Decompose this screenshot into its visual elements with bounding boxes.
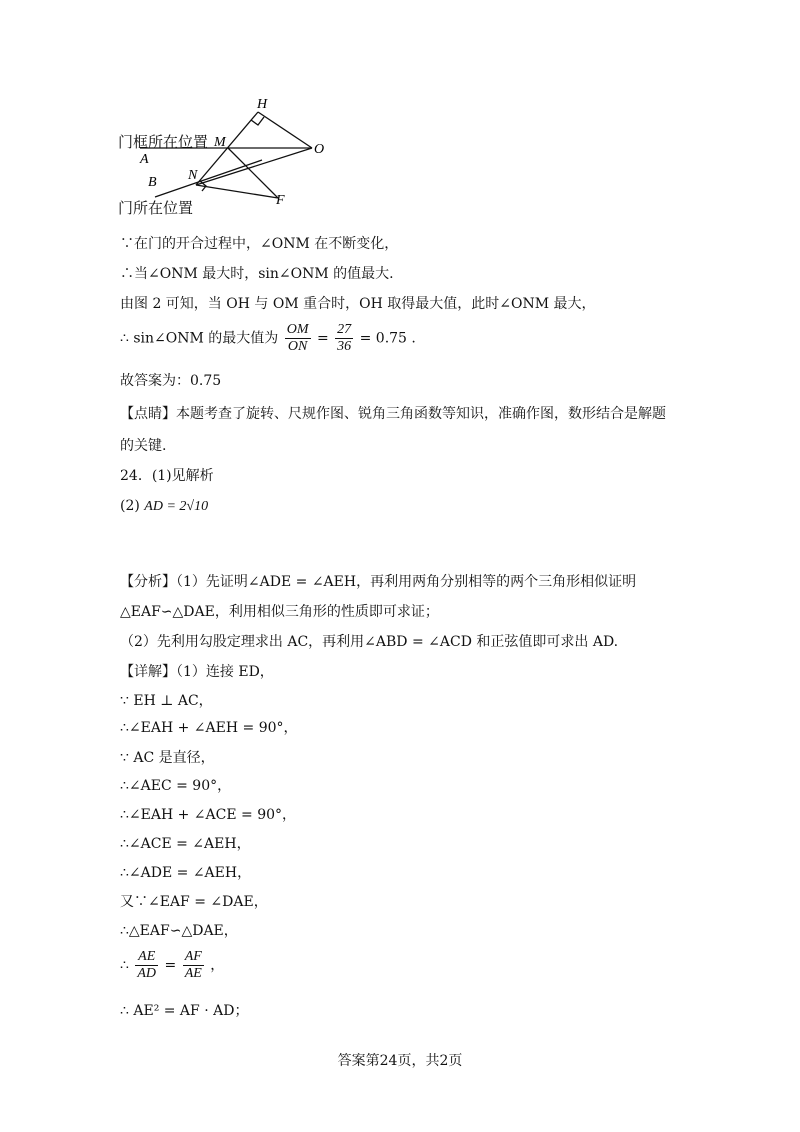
- point-label-b: B: [148, 175, 157, 190]
- text-line-5: 故答案为：0.75: [120, 373, 222, 389]
- text-line-22: ∴△EAF∽△DAE，: [120, 923, 238, 939]
- text-line-2: ∴当∠ONM 最大时，sin∠ONM 的值最大.: [120, 266, 394, 282]
- text-line-8: 24．(1)见解析: [120, 468, 214, 484]
- fraction-numerator: AF: [184, 949, 202, 964]
- part-2-prefix: (2): [120, 498, 140, 514]
- door-position-label: 门所在位置: [118, 199, 194, 217]
- point-label-n: N: [188, 168, 198, 183]
- text-line-21: 又∵∠EAF = ∠DAE，: [120, 894, 268, 910]
- fraction-om-on: [285, 322, 311, 355]
- fraction-denominator: AD: [137, 966, 157, 981]
- fraction-denominator: 36: [337, 339, 352, 354]
- line-4-prefix: ∴ sin∠ONM 的最大值为: [120, 330, 279, 347]
- page-footer: 答案第24页，共2页: [337, 1053, 463, 1069]
- fraction-27-36: [335, 322, 353, 355]
- text-line-12: （2）先利用勾股定理求出 AC，再利用∠ABD = ∠ACD 和正弦值即可求出 AD.: [120, 634, 619, 650]
- text-line-17: ∴∠AEC = 90°，: [120, 778, 232, 794]
- frame-position-label: 门框所在位置: [118, 133, 209, 151]
- text-line-11: △EAF∽△DAE，利用相似三角形的性质即可求证；: [120, 604, 439, 620]
- line-23-suffix: ，: [210, 957, 225, 974]
- fraction-numerator: AE: [135, 949, 158, 966]
- point-label-a: A: [140, 152, 149, 167]
- text-line-20: ∴∠ADE = ∠AEH，: [120, 865, 252, 881]
- text-line-3: 由图 2 可知，当 OH 与 OM 重合时，OH 取得最大值，此时∠ONM 最大，: [120, 296, 596, 312]
- ad-value: AD = 2√10: [144, 499, 209, 514]
- text-line-7: 的关键.: [120, 438, 167, 454]
- fraction-numerator: OM: [286, 322, 309, 337]
- fraction-ae-ad: [135, 949, 158, 982]
- fraction-af-ae: [183, 949, 204, 982]
- equals-sign: =: [316, 330, 329, 347]
- text-line-19: ∴∠ACE = ∠AEH，: [120, 836, 251, 852]
- text-line-10: 【分析】（1）先证明∠ADE = ∠AEH，再利用两角分别相等的两个三角形相似证明: [120, 574, 637, 590]
- fraction-numerator: 27: [337, 322, 352, 337]
- point-label-m: M: [214, 135, 226, 150]
- line-4-suffix: = 0.75 .: [359, 330, 416, 347]
- text-line-14: ∵ EH ⊥ AC，: [120, 693, 213, 709]
- text-line-4: [120, 322, 416, 355]
- line-23-prefix: ∴: [120, 957, 129, 974]
- equals-sign: =: [164, 957, 177, 974]
- text-line-6: 【点睛】本题考查了旋转、尺规作图、锐角三角函数等知识，准确作图，数形结合是解题: [120, 406, 666, 422]
- text-line-15: ∴∠EAH + ∠AEH = 90°，: [120, 720, 298, 736]
- text-line-9: [120, 496, 208, 517]
- point-label-h: H: [257, 97, 268, 112]
- text-line-13: 【详解】（1）连接 ED，: [120, 664, 274, 680]
- text-line-1: ∵在门的开合过程中，∠ONM 在不断变化，: [120, 236, 399, 252]
- text-line-18: ∴∠EAH + ∠ACE = 90°，: [120, 807, 297, 823]
- fraction-denominator: AE: [184, 966, 202, 981]
- point-label-f: F: [276, 193, 285, 208]
- fraction-denominator: ON: [287, 339, 308, 354]
- point-label-o: O: [314, 142, 325, 157]
- text-line-24: ∴ AE² = AF · AD；: [120, 1003, 249, 1019]
- text-line-23: [120, 949, 224, 982]
- text-line-16: ∵ AC 是直径，: [120, 750, 215, 766]
